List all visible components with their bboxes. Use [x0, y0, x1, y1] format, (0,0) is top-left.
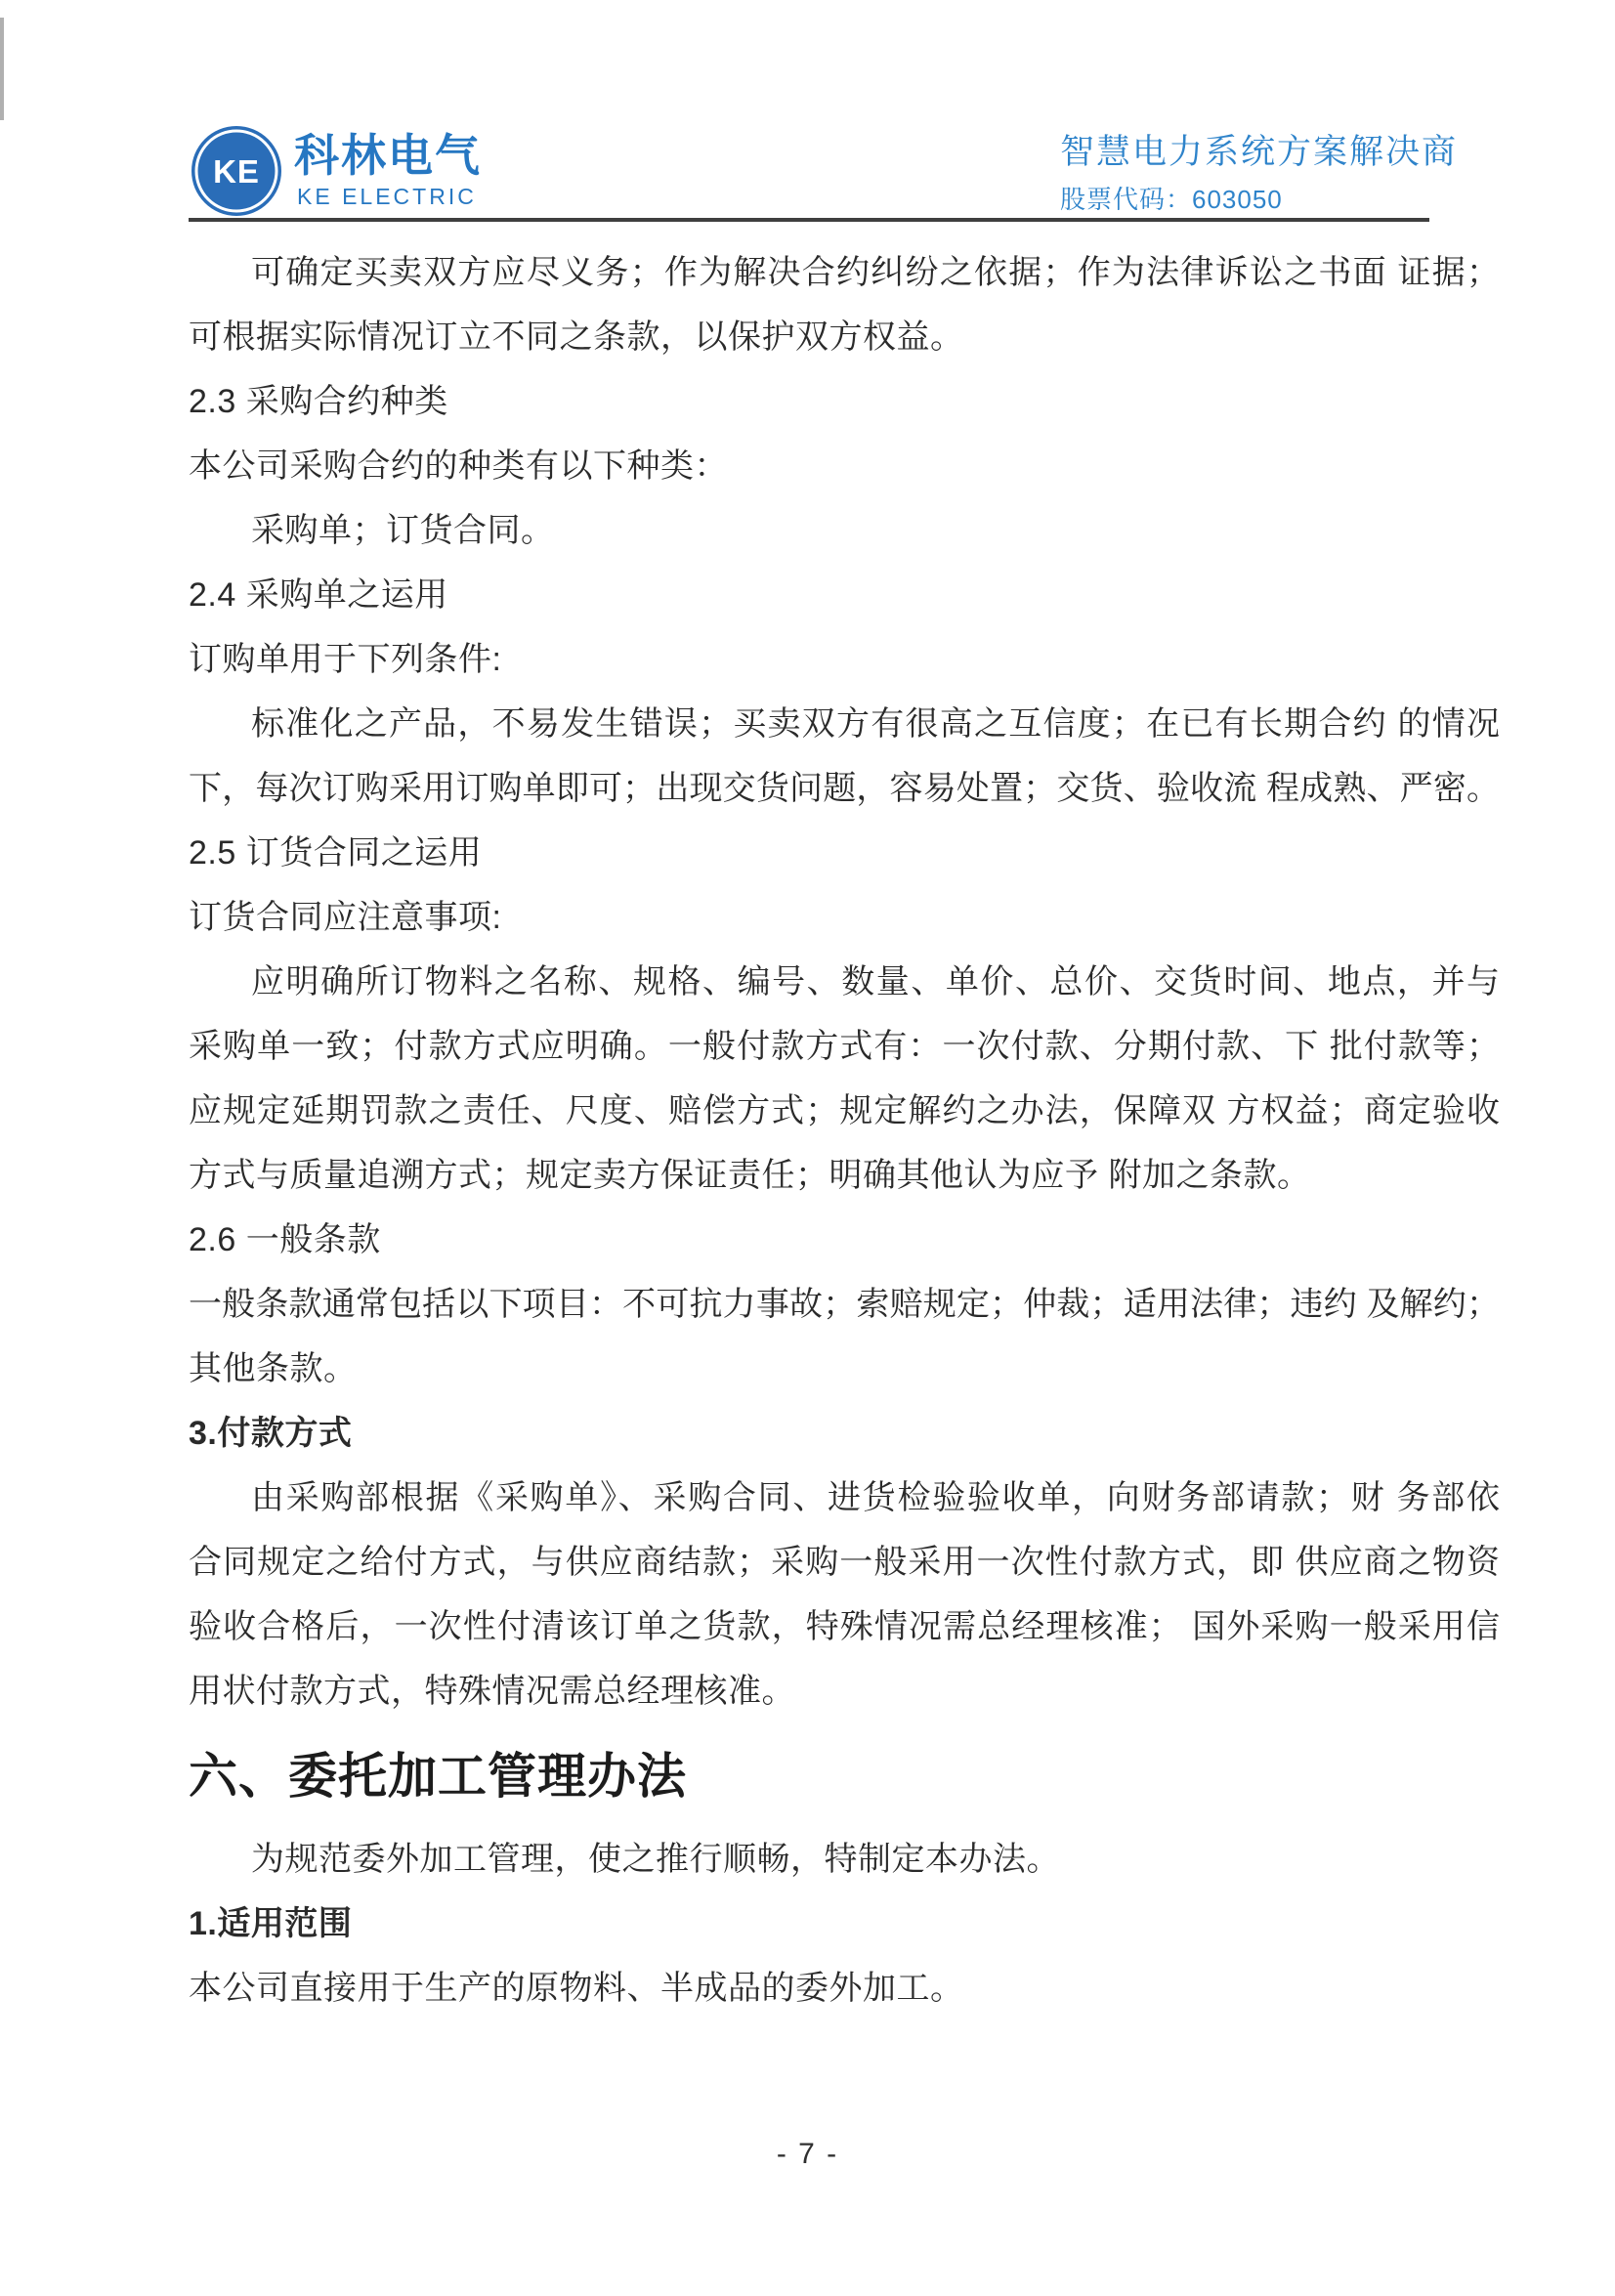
ke-logo-text: KE — [213, 153, 260, 190]
ke-logo-icon — [191, 125, 282, 217]
text-line: 2.3 采购合约种类 — [189, 383, 448, 420]
stock-code: 股票代码：603050 — [1060, 185, 1283, 214]
text-line: 订货合同应注意事项: — [189, 899, 502, 936]
text-line: 验收合格后，一次性付清该订单之货款，特殊情况需总经理核准； 国外采购一般采用信 — [189, 1608, 1500, 1645]
text-line: 方式与质量追溯方式；规定卖方保证责任；明确其他认为应予 附加之条款。 — [189, 1157, 1311, 1194]
text-line: 合同规定之给付方式，与供应商结款；采购一般采用一次性付款方式，即 供应商之物资 — [189, 1544, 1500, 1581]
text-line: 下，每次订购采用订购单即可；出现交货问题，容易处置；交货、验收流 程成熟、严密。 — [189, 770, 1500, 807]
text-line: 3.付款方式 — [189, 1415, 353, 1452]
text-line: 订购单用于下列条件: — [189, 641, 502, 678]
text-line: 可确定买卖双方应尽义务；作为解决合约纠纷之依据；作为法律诉讼之书面 证据； — [251, 254, 1500, 291]
text-line: 可根据实际情况订立不同之条款，以保护双方权益。 — [189, 319, 964, 356]
text-line: 采购单；订货合同。 — [251, 512, 555, 549]
brand-name-en: KE ELECTRIC — [297, 184, 477, 209]
document-body — [189, 240, 1500, 2020]
text-line: 为规范委外加工管理，使之推行顺畅，特制定本办法。 — [251, 1841, 1060, 1878]
page-number: - 7 - — [776, 2138, 839, 2170]
text-line: 2.4 采购单之运用 — [189, 576, 448, 614]
text-line: 标准化之产品，不易发生错误；买卖双方有很高之互信度；在已有长期合约 的情况 — [251, 705, 1500, 743]
text-line: 本公司采购合约的种类有以下种类： — [189, 447, 728, 485]
text-line: 用状付款方式，特殊情况需总经理核准。 — [189, 1673, 795, 1710]
text-line: 1.适用范围 — [189, 1905, 353, 1942]
company-tagline: 智慧电力系统方案解决商 — [1060, 133, 1459, 171]
text-line: 其他条款。 — [189, 1350, 358, 1387]
text-line: 本公司直接用于生产的原物料、半成品的委外加工。 — [189, 1970, 964, 2007]
text-line: 2.5 订货合同之运用 — [189, 834, 483, 872]
text-line: 一般条款通常包括以下项目：不可抗力事故；索赔规定；仲裁；适用法律；违约 及解约； — [189, 1286, 1500, 1323]
text-line: 应规定延期罚款之责任、尺度、赔偿方式；规定解约之办法，保障双 方权益；商定验收 — [189, 1092, 1500, 1129]
header-divider — [189, 218, 1429, 222]
text-line: 2.6 一般条款 — [189, 1221, 381, 1258]
text-line: 采购单一致；付款方式应明确。一般付款方式有：一次付款、分期付款、下 批付款等； — [189, 1028, 1500, 1065]
text-line: 由采购部根据《采购单》、采购合同、进货检验验收单，向财务部请款；财 务部依 — [251, 1479, 1500, 1516]
text-line: 六、委托加工管理办法 — [189, 1749, 687, 1804]
brand-name-cn: 科林电气 — [294, 130, 482, 181]
scan-artifact — [0, 18, 4, 120]
text-line: 应明确所订物料之名称、规格、编号、数量、单价、总价、交货时间、地点，并与 — [251, 963, 1500, 1000]
